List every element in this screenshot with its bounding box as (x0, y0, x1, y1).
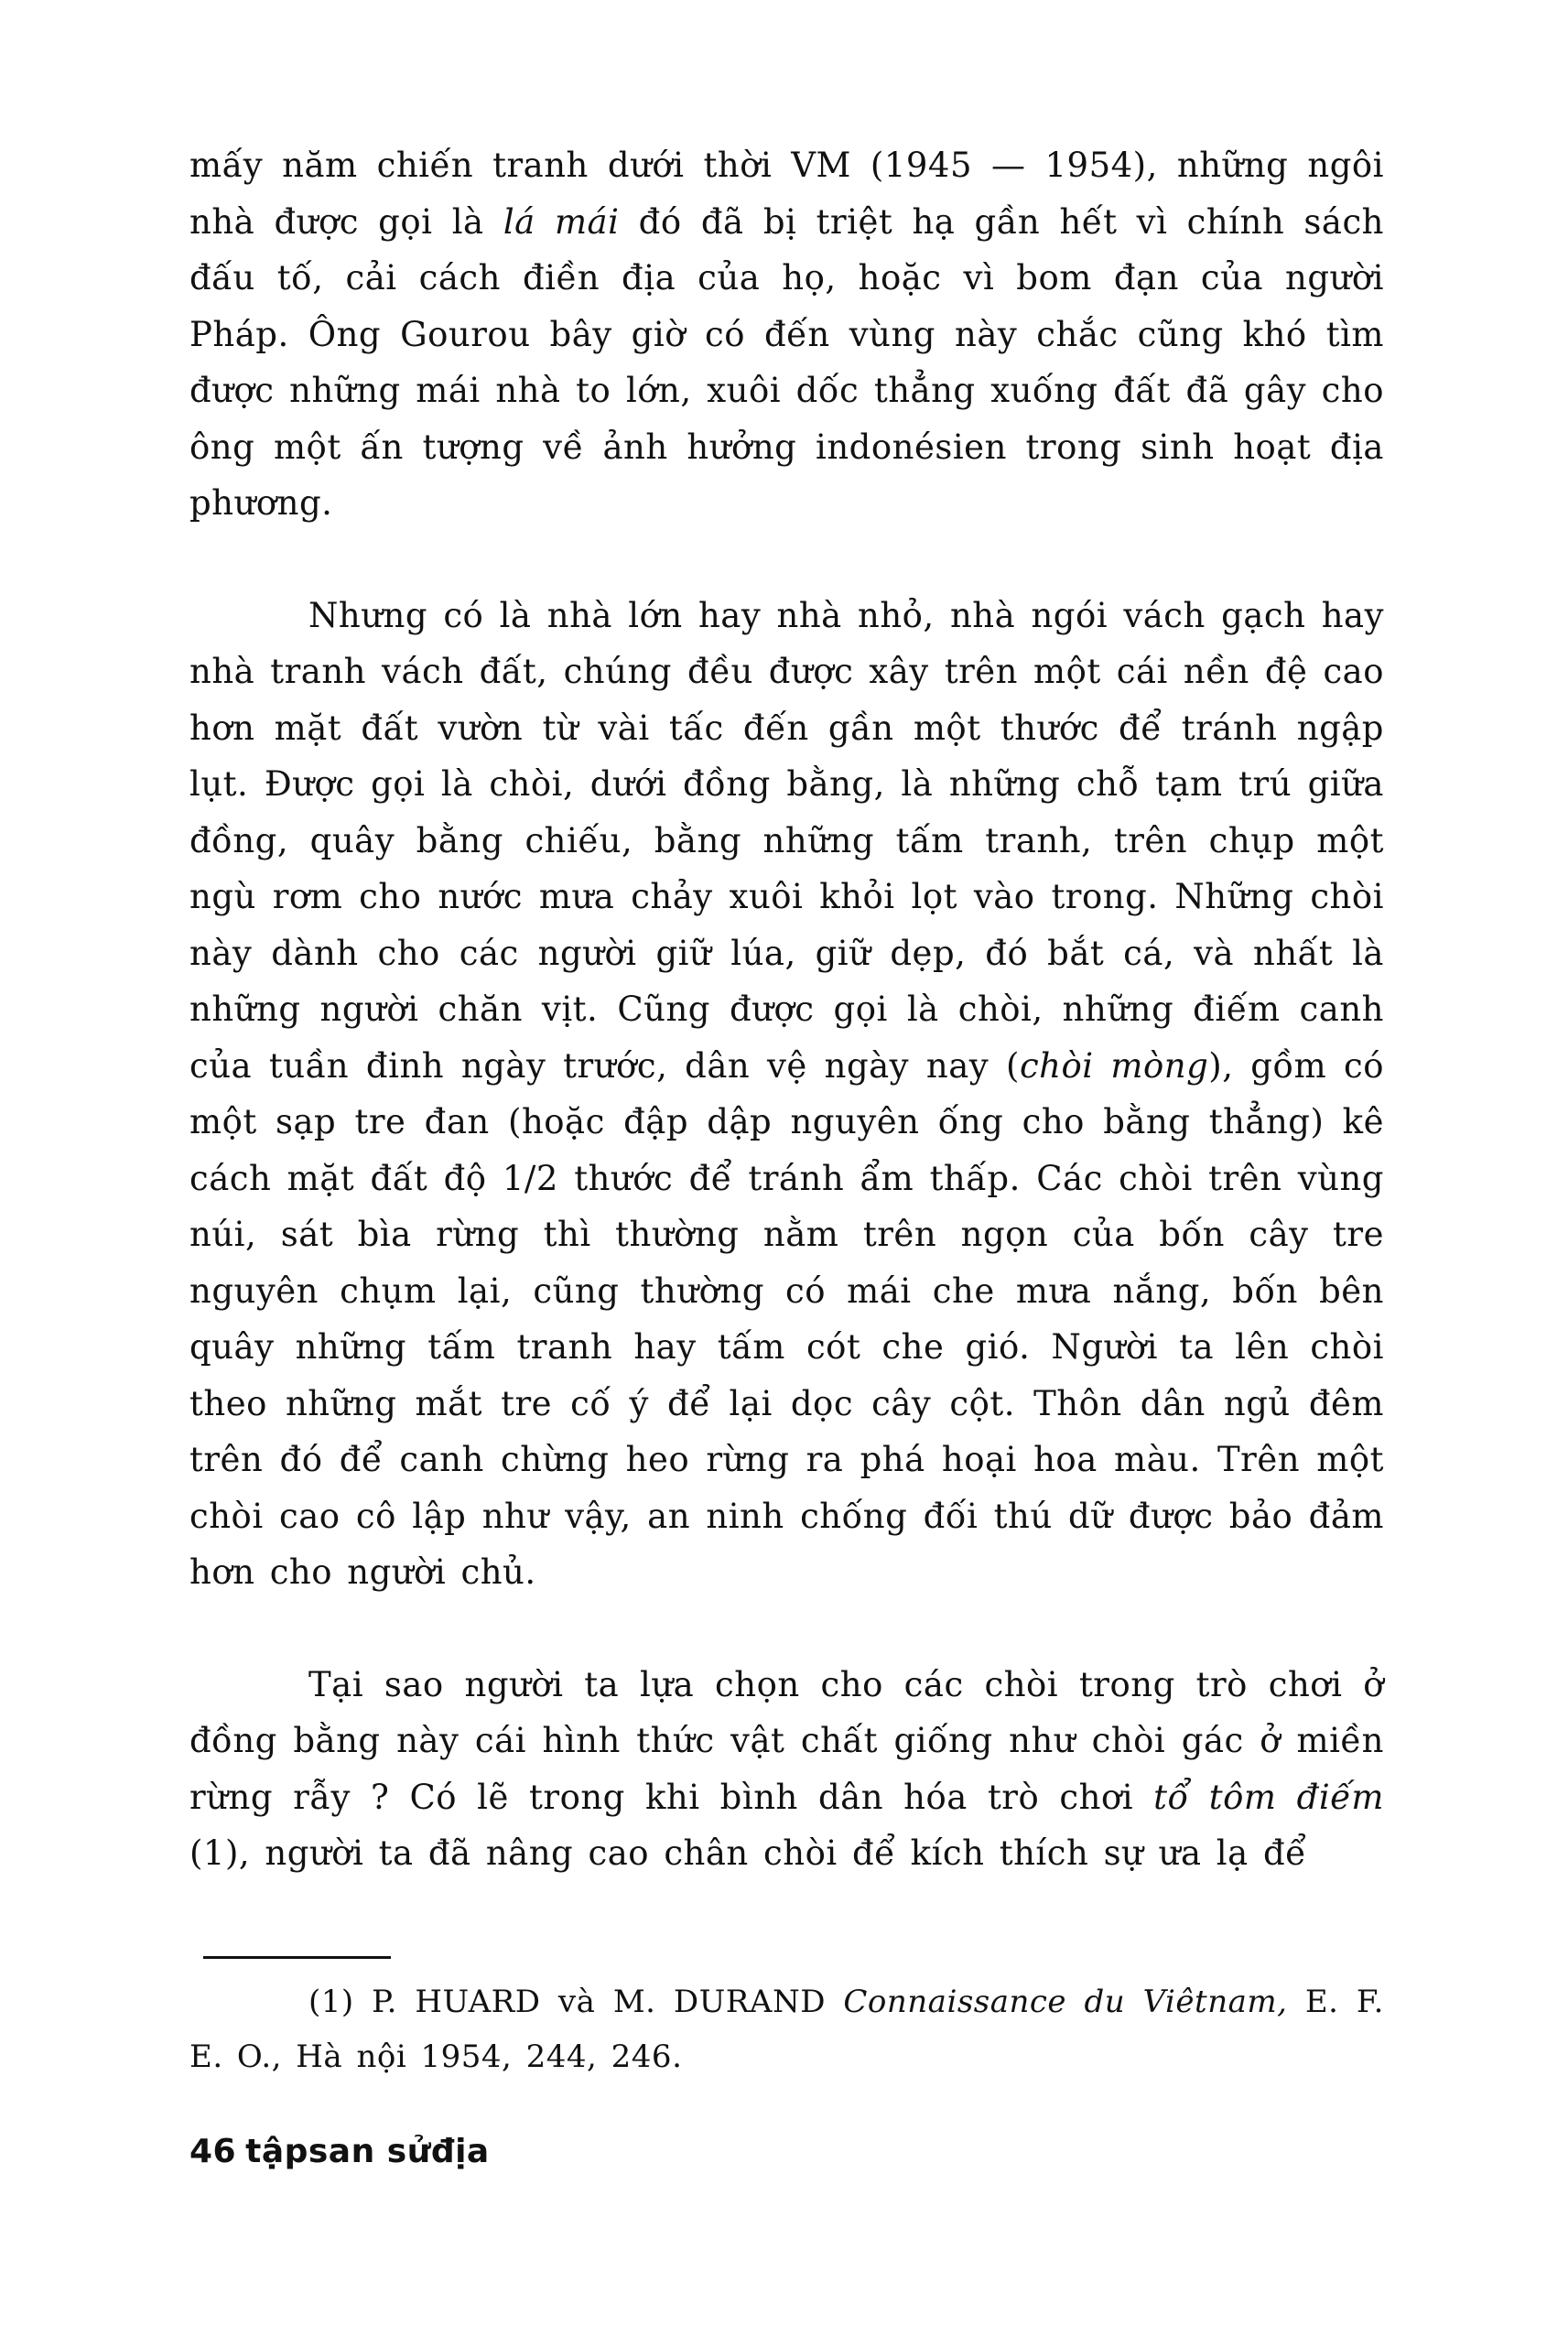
italic-term: chòi mòng (1019, 1045, 1209, 1086)
footnote-title: Connaissance du Viêtnam, (843, 1984, 1288, 2020)
paragraph-3 (189, 1657, 1384, 1882)
publication-name: tậpsan sửđịa (245, 2133, 490, 2170)
text-segment: mấy năm chiến tranh dưới thời VM (1945 — 1954), những ngôi nhà được gọi là (189, 146, 1384, 242)
paragraph-gap (189, 532, 1384, 588)
body-text (189, 137, 1384, 1882)
page-footer (189, 2133, 490, 2170)
paragraph-1 (189, 137, 1384, 532)
text-segment: đó đã bị triệt hạ gần hết vì chính sách đấu tố, cải cách điền địa của họ, hoặc vì bom đạn của người Pháp. Ông Gourou bây giờ có đến vùng này chắc cũng khó tìm được những mái nhà to lớn, xuôi dốc thẳng xuống đất đã gây cho ông một ấn tượng về ảnh hưởng indonésien trong sinh hoạt địa phương. (189, 201, 1384, 523)
italic-term: tổ tôm điếm (1153, 1777, 1385, 1817)
text-segment: Tại sao người ta lựa chọn cho các chòi trong trò chơi ở đồng bằng này cái hình thức vật chất giống như chòi gác ở miền rừng rẫy ? Có lẽ trong khi bình dân hóa trò chơi (189, 1664, 1384, 1817)
paragraph-gap (189, 1601, 1384, 1657)
page-number: 46 (189, 2133, 237, 2170)
text-segment: Nhưng có là nhà lớn hay nhà nhỏ, nhà ngói vách gạch hay nhà tranh vách đất, chúng đều được xây trên một cái nền đệ cao hơn mặt đất vườn từ vài tấc đến gần một thước để tránh ngập lụt. Được gọi là chòi, dưới đồng bằng, là những chỗ tạm trú giữa đồng, quây bằng chiếu, bằng những tấm tranh, trên chụp một ngù rơm cho nước mưa chảy xuôi khỏi lọt vào trong. Những chòi này dành cho các người giữ lúa, giữ dẹp, đó bắt cá, và nhất là những người chăn vịt. Cũng được gọi là chòi, những điếm canh của tuần đinh ngày trước, dân vệ ngày nay ( (189, 595, 1384, 1086)
text-segment: ), gồm có một sạp tre đan (hoặc đập dập nguyên ống cho bằng thẳng) kê cách mặt đất độ 1/2 thước để tránh ẩm thấp. Các chòi trên vùng núi, sát bìa rừng thì thường nằm trên ngọn của bốn cây tre nguyên chụm lại, cũng thường có mái che mưa nắng, bốn bên quây những tấm tranh hay tấm cót che gió. Người ta lên chòi theo những mắt tre cố ý để lại dọc cây cột. Thôn dân ngủ đêm trên đó để canh chừng heo rừng ra phá hoại hoa màu. Trên một chòi cao cô lập như vậy, an ninh chống đối thú dữ được bảo đảm hơn cho người chủ. (189, 1045, 1384, 1592)
footnote-authors: P. HUARD và M. DURAND (372, 1984, 844, 2020)
paragraph-2 (189, 588, 1384, 1601)
italic-term: lá mái (503, 201, 620, 242)
footnote-marker: (1) (308, 1984, 354, 2020)
footnote-separator (203, 1956, 391, 1959)
text-segment: (1), người ta đã nâng cao chân chòi để kích thích sự ưa lạ để (189, 1833, 1307, 1873)
footnote-publisher: E. F. E. O., Hà nội 1954, 244, 246. (189, 1984, 1384, 2075)
footnote (189, 1974, 1384, 2084)
